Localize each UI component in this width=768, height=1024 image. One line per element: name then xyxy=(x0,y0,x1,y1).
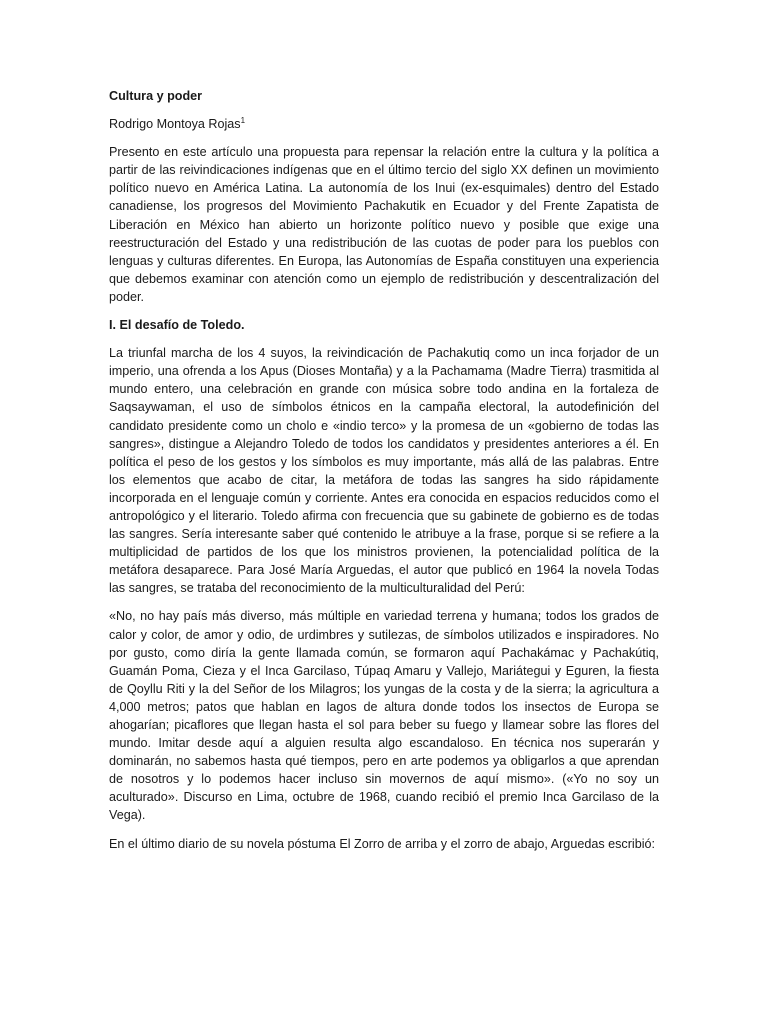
footnote-marker[interactable]: 1 xyxy=(240,115,246,125)
toledo-paragraph: La triunfal marcha de los 4 suyos, la reivindicación de Pachakutiq como un inca forjador de un imperio, una ofrenda a los Apus (Dioses Montaña) y a la Pachamama (Madre Tierra) trasmitida al mundo entero, una celebración en grande con música sobre todo andina en la fortaleza de Saqsaywaman, el uso de símbolos étnicos en la campaña electoral, la autodefinición del candidato presidente como un cholo e «indio terco» y la promesa de un «gobierno de todas las sangres», distingue a Alejandro Toledo de todos los candidatos y presidentes anteriores a él. En política el peso de los gestos y los símbolos es muy importante, más allá de las palabras. Entre los elementos que acabo de citar, la metáfora de todas las sangres ha sido rápidamente incorporada en el lenguaje común y corriente. Antes era conocida en espacios reducidos como el antropológico y el literario. Toledo afirma con frecuencia que su gabinete de gobierno es de todas las sangres. Sería interesante saber qué contenido le atribuye a la frase, porque si se refiere a la multiplicidad de partidos de los que los ministros provienen, la potencialidad política de la metáfora desaparece. Para José María Arguedas, el autor que publicó en 1964 la novela Todas las sangres, se trataba del reconocimiento de la multiculturalidad del Perú: xyxy=(109,346,659,596)
arguedas-quote-paragraph: «No, no hay país más diverso, más múltiple en variedad terrena y humana; todos los grados de calor y color, de amor y odio, de urdimbres y sutilezas, de símbolos utilizados e inspiradores. No por gusto, como diría la gente llamada común, se formaron aquí Pachakámac y Pachakútiq, Guamán Poma, Cieza y el Inca Garcilaso, Túpaq Amaru y Vallejo, Mariátegui y Eguren, la fiesta de Qoyllu Riti y la del Señor de los Milagros; los yungas de la costa y de la sierra; la agricultura a 4,000 metros; patos que hablan en lagos de altura donde todos los insectos de Europa se ahogarían; picaflores que llegan hasta el sol para beber su fuego y llamear sobre las flores del mundo. Imitar desde aquí a alguien resulta algo escandaloso. En técnica nos superarán y dominarán, no sabemos hasta qué tiempos, pero en arte podemos ya obligarlos a que aprendan de nosotros y lo podemos hacer incluso sin movernos de aquí mismo». («Yo no soy un aculturado». Discurso en Lima, octubre de 1968, cuando recibió el premio Inca Garcilaso de la Vega). xyxy=(109,609,659,823)
intro-paragraph: Presento en este artículo una propuesta para repensar la relación entre la cultura y la política a partir de las reivindicaciones indígenas que en el último tercio del siglo XX definen un movimiento político nuevo en América Latina. La autonomía de los Inui (ex-esquimales) dentro del Estado canadiense, los progresos del Movimiento Pachakutik en Ecuador y del Frente Zapatista de Liberación en México han abierto un horizonte político nuevo y posible que exige una reestructuración del Estado y una redistribución de las cuotas de poder para los pueblos con lenguas y culturas diferentes. En Europa, las Autonomías de España constituyen una experiencia que debemos examinar con atención como un ejemplo de redistribución y descentralización del poder. xyxy=(109,145,659,304)
document-title: Cultura y poder xyxy=(109,89,203,103)
document-page xyxy=(109,87,659,863)
closing-paragraph: En el último diario de su novela póstuma El Zorro de arriba y el zorro de abajo, Arguedas escribió: xyxy=(109,836,656,851)
author-line xyxy=(109,115,659,133)
author-name: Rodrigo Montoya Rojas xyxy=(109,117,241,132)
section-heading: I. El desafío de Toledo. xyxy=(109,318,245,333)
